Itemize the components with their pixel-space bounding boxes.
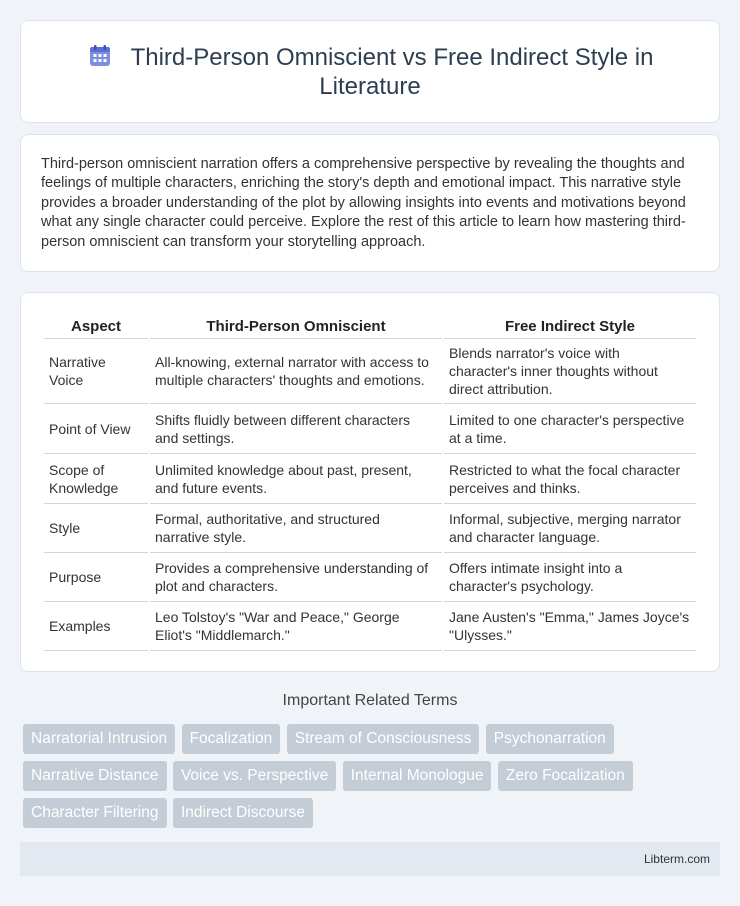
footer-site-link[interactable]: Libterm.com (643, 852, 710, 866)
page-title-text: Third-Person Omniscient vs Free Indirect Style in Literature (130, 43, 654, 100)
table-row (44, 339, 696, 404)
related-term-tag[interactable]: Internal Monologue (343, 761, 492, 791)
related-term-tag[interactable]: Focalization (182, 724, 281, 754)
cell-free-indirect: Limited to one character's perspective at a time. (444, 404, 696, 454)
related-term-tag[interactable]: Indirect Discourse (173, 798, 313, 828)
intro-card (20, 134, 720, 272)
cell-omniscient: Unlimited knowledge about past, present, and future events. (150, 454, 442, 504)
cell-omniscient: Formal, authoritative, and structured narrative style. (150, 504, 442, 553)
cell-omniscient: Leo Tolstoy's "War and Peace," George Eliot's "Middlemarch." (150, 602, 442, 651)
footer (20, 842, 720, 876)
related-term-tag[interactable]: Voice vs. Perspective (173, 761, 336, 791)
related-term-tag[interactable]: Character Filtering (23, 798, 167, 828)
related-term-tag[interactable]: Psychonarration (486, 724, 614, 754)
related-term-tag[interactable]: Narratorial Intrusion (23, 724, 175, 754)
related-term-tag[interactable]: Stream of Consciousness (287, 724, 480, 754)
table-row (44, 454, 696, 504)
intro-paragraph: Third-person omniscient narration offers a comprehensive perspective by revealing the thoughts and feelings of multiple characters, enriching the story's depth and emotional impact. This narrative style provides a broader understanding of the plot by allowing insights into events and motivations beyond what any single character could perceive. Explore the rest of this article to learn how mastering third-person omniscient can transform your storytelling approach. (41, 156, 686, 250)
comparison-table (42, 315, 698, 651)
table-row (44, 404, 696, 454)
cell-omniscient: Shifts fluidly between different characters and settings. (150, 404, 442, 454)
related-terms-list (23, 724, 713, 835)
header-omniscient: Third-Person Omniscient (150, 315, 442, 339)
table-header-row (44, 315, 696, 339)
related-terms-title: Important Related Terms (282, 692, 458, 709)
cell-free-indirect: Restricted to what the focal character perceives and thinks. (444, 454, 696, 504)
cell-aspect: Examples (44, 602, 148, 651)
cell-aspect: Style (44, 504, 148, 553)
table-row (44, 553, 696, 602)
cell-omniscient: Provides a comprehensive understanding of plot and characters. (150, 553, 442, 602)
table-row (44, 504, 696, 553)
title-wrap (70, 43, 670, 101)
cell-free-indirect: Informal, subjective, merging narrator and character language. (444, 504, 696, 553)
page-title (87, 44, 654, 100)
cell-aspect: Purpose (44, 553, 148, 602)
table-row (44, 602, 696, 651)
header-free-indirect: Free Indirect Style (444, 315, 696, 339)
cell-free-indirect: Jane Austen's "Emma," James Joyce's "Ulysses." (444, 602, 696, 651)
cell-aspect: Narrative Voice (44, 339, 148, 404)
related-term-tag[interactable]: Zero Focalization (498, 761, 633, 791)
header-aspect: Aspect (44, 315, 148, 339)
calendar-grid-icon (87, 43, 113, 69)
related-term-tag[interactable]: Narrative Distance (23, 761, 167, 791)
cell-omniscient: All-knowing, external narrator with access to multiple characters' thoughts and emotions. (150, 339, 442, 404)
cell-free-indirect: Blends narrator's voice with character's inner thoughts without direct attribution. (444, 339, 696, 404)
title-card (20, 20, 720, 123)
cell-free-indirect: Offers intimate insight into a character's psychology. (444, 553, 696, 602)
cell-aspect: Point of View (44, 404, 148, 454)
cell-aspect: Scope of Knowledge (44, 454, 148, 504)
comparison-table-card (20, 292, 720, 672)
